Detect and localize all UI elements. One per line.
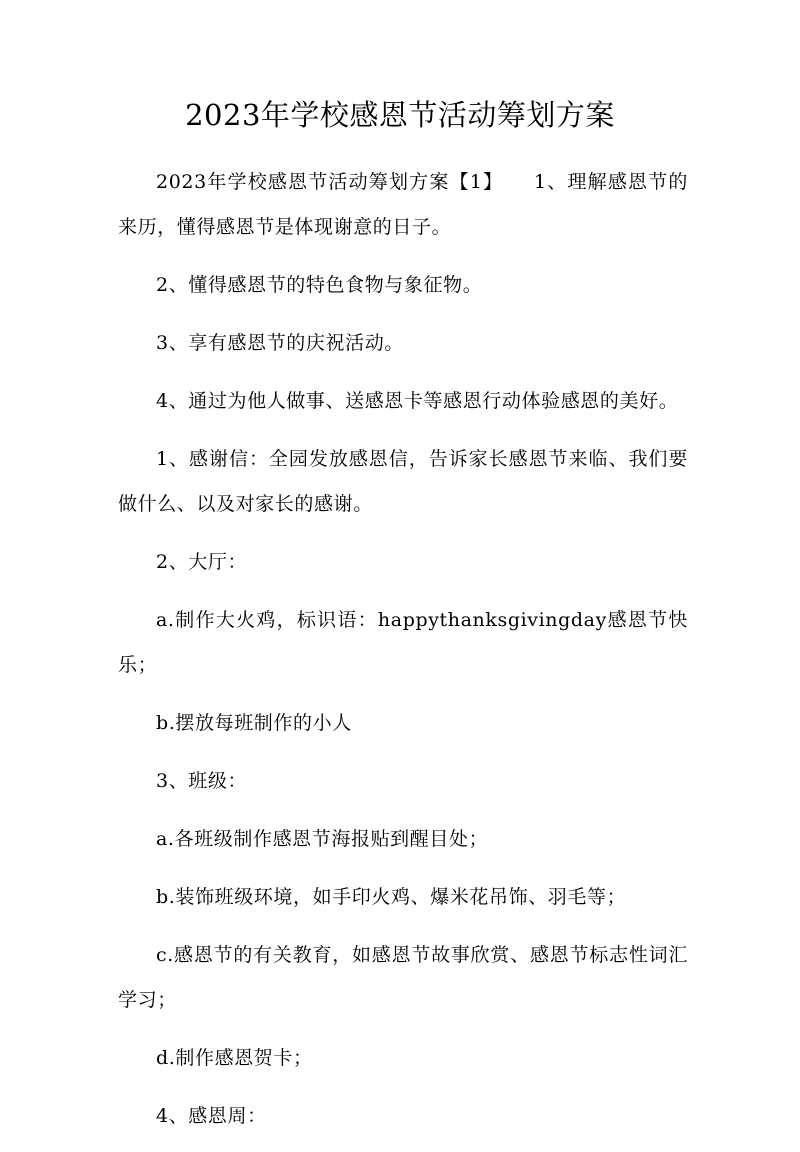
paragraph: b.装饰班级环境，如手印火鸡、爆米花吊饰、羽毛等；: [156, 886, 627, 908]
document-title: 2023年学校感恩节活动筹划方案: [185, 98, 615, 132]
document-body: [118, 160, 688, 1152]
paragraph: d.制作感恩贺卡；: [156, 1047, 313, 1069]
paragraph: a.各班级制作感恩节海报贴到醒目处；: [156, 828, 489, 850]
paragraph: c.感恩节的有关教育，如感恩节故事欣赏、感恩节标志性词汇学习；: [118, 944, 688, 1011]
paragraph: 2、懂得感恩节的特色食物与象征物。: [156, 274, 483, 296]
paragraph: 2、大厅：: [156, 551, 248, 573]
paragraph: 4、通过为他人做事、送感恩卡等感恩行动体验感恩的美好。: [156, 390, 679, 412]
paragraph: 4、感恩周：: [156, 1105, 267, 1127]
paragraph: 3、班级：: [156, 770, 248, 792]
paragraph: b.摆放每班制作的小人: [156, 712, 352, 734]
paragraph: 1、感谢信：全园发放感恩信，告诉家长感恩节来临、我们要做什么、以及对家长的感谢。: [118, 448, 688, 515]
paragraph: a.制作大火鸡，标识语：happythanksgivingday感恩节快乐；: [118, 609, 688, 676]
paragraph: 3、享有感恩节的庆祝活动。: [156, 332, 404, 354]
paragraph: 2023年学校感恩节活动筹划方案【1】 1、理解感恩节的来历，懂得感恩节是体现谢意的日子。: [118, 171, 688, 238]
